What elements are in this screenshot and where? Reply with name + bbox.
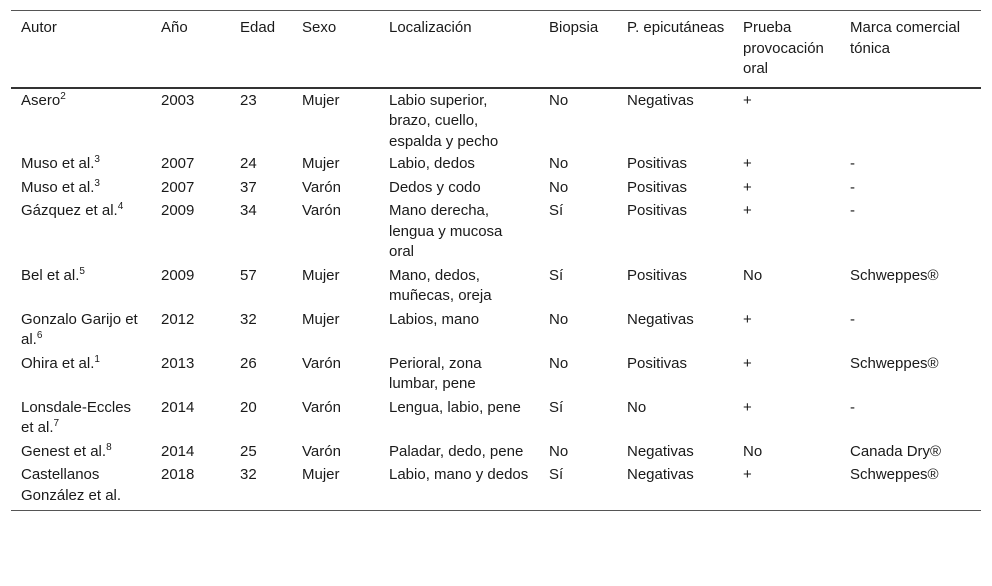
cell-sexo: Mujer bbox=[302, 266, 340, 284]
table-row bbox=[11, 199, 981, 264]
reference-superscript: 4 bbox=[117, 201, 124, 212]
autor-text: Asero bbox=[21, 91, 61, 109]
cell-anio: 2003 bbox=[161, 91, 195, 109]
cell-provocacion: + bbox=[743, 91, 752, 109]
cell-edad: 32 bbox=[240, 466, 257, 483]
cell-marca: Schweppes® bbox=[850, 466, 939, 483]
cell-provocacion: + bbox=[743, 310, 752, 328]
cell-epicutaneas: Negativas bbox=[627, 310, 694, 328]
cell-autor bbox=[11, 264, 151, 308]
cell-sexo: Mujer bbox=[302, 155, 340, 172]
cell-autor bbox=[11, 199, 151, 264]
header-provocacion: Prueba provocación oral bbox=[743, 19, 824, 77]
cell-sexo: Mujer bbox=[302, 310, 340, 328]
autor-text: Gonzalo Garijo et al. bbox=[21, 310, 138, 348]
cell-provocacion: + bbox=[743, 354, 752, 372]
cell-biopsia: Sí bbox=[549, 266, 564, 284]
cell-epicutaneas: Positivas bbox=[627, 202, 688, 219]
cell-localizacion: Labio, dedos bbox=[389, 155, 475, 172]
cell-edad: 26 bbox=[240, 354, 257, 372]
cell-autor bbox=[11, 396, 151, 440]
cell-edad: 37 bbox=[240, 178, 257, 196]
cell-biopsia: No bbox=[549, 310, 569, 328]
cell-biopsia: No bbox=[549, 354, 569, 372]
table-header-row bbox=[11, 11, 981, 88]
cell-epicutaneas: No bbox=[627, 398, 647, 416]
cell-autor bbox=[11, 176, 151, 200]
cell-biopsia: Sí bbox=[549, 466, 564, 483]
reference-superscript: 6 bbox=[36, 330, 43, 341]
autor-text: Muso et al. bbox=[21, 178, 95, 196]
autor-text: Genest et al. bbox=[21, 442, 107, 460]
cell-provocacion: + bbox=[743, 398, 752, 416]
cell-localizacion: Dedos y codo bbox=[389, 178, 481, 196]
cell-marca: Schweppes® bbox=[850, 354, 939, 372]
header-sexo: Sexo bbox=[302, 19, 337, 36]
cell-epicutaneas: Positivas bbox=[627, 266, 688, 284]
cell-marca: - bbox=[850, 398, 855, 416]
autor-text: Bel et al. bbox=[21, 266, 80, 284]
cell-anio: 2012 bbox=[161, 310, 195, 328]
cell-localizacion: Perioral, zona lumbar, pene bbox=[389, 354, 482, 392]
cell-sexo: Mujer bbox=[302, 466, 340, 483]
cell-provocacion: + bbox=[743, 155, 752, 172]
table-row bbox=[11, 396, 981, 440]
case-table-container bbox=[11, 10, 981, 511]
cell-sexo: Varón bbox=[302, 354, 341, 372]
cell-epicutaneas: Negativas bbox=[627, 442, 694, 460]
table-row bbox=[11, 463, 981, 511]
cell-autor bbox=[11, 308, 151, 352]
cell-sexo: Varón bbox=[302, 202, 341, 219]
reference-superscript: 1 bbox=[94, 353, 100, 365]
table-row bbox=[11, 264, 981, 308]
cell-anio: 2014 bbox=[161, 442, 195, 460]
cell-biopsia: No bbox=[549, 155, 569, 172]
cell-marca bbox=[840, 88, 981, 153]
cell-anio: 2018 bbox=[161, 466, 195, 483]
cell-localizacion: Paladar, dedo, pene bbox=[389, 442, 524, 460]
header-epicutaneas: P. epicutáneas bbox=[627, 19, 725, 36]
cell-marca: - bbox=[850, 155, 855, 172]
header-autor: Autor bbox=[21, 19, 57, 36]
autor-text: Lonsdale-Eccles et al. bbox=[21, 398, 132, 436]
table-row bbox=[11, 352, 981, 396]
autor-text: Gázquez et al. bbox=[21, 202, 118, 219]
table-row bbox=[11, 440, 981, 464]
cell-edad: 34 bbox=[240, 202, 257, 219]
header-edad: Edad bbox=[240, 19, 276, 36]
cell-autor bbox=[11, 352, 151, 396]
cell-edad: 24 bbox=[240, 155, 257, 172]
table-row bbox=[11, 176, 981, 200]
cell-epicutaneas: Negativas bbox=[627, 91, 694, 109]
cell-localizacion: Labio superior, brazo, cuello, espalda y pecho bbox=[389, 91, 499, 150]
header-biopsia: Biopsia bbox=[549, 19, 599, 36]
reference-superscript: 7 bbox=[53, 418, 60, 429]
case-table bbox=[11, 10, 981, 511]
table-row bbox=[11, 308, 981, 352]
reference-superscript: 3 bbox=[94, 177, 100, 189]
autor-text: Ohira et al. bbox=[21, 354, 95, 372]
cell-biopsia: Sí bbox=[549, 202, 564, 219]
cell-marca: - bbox=[850, 202, 855, 219]
cell-biopsia: No bbox=[549, 178, 569, 196]
header-anio: Año bbox=[161, 19, 188, 36]
cell-epicutaneas: Positivas bbox=[627, 354, 688, 372]
autor-text: Castellanos González et al. bbox=[21, 466, 122, 504]
reference-superscript: 8 bbox=[106, 441, 112, 453]
cell-sexo: Varón bbox=[302, 178, 341, 196]
table-row bbox=[11, 152, 981, 176]
cell-edad: 20 bbox=[240, 398, 257, 416]
header-marca: Marca comercial tónica bbox=[850, 19, 961, 57]
cell-localizacion: Lengua, labio, pene bbox=[389, 398, 521, 416]
cell-edad: 25 bbox=[240, 442, 257, 460]
cell-provocacion: + bbox=[743, 178, 752, 196]
cell-autor bbox=[11, 440, 151, 464]
cell-edad: 57 bbox=[240, 266, 257, 284]
cell-provocacion: No bbox=[743, 266, 763, 284]
reference-superscript: 3 bbox=[94, 154, 100, 165]
cell-sexo: Varón bbox=[302, 442, 341, 460]
autor-text: Muso et al. bbox=[21, 155, 95, 172]
cell-autor bbox=[11, 463, 151, 511]
cell-anio: 2013 bbox=[161, 354, 195, 372]
cell-anio: 2009 bbox=[161, 266, 195, 284]
cell-localizacion: Mano, dedos, muñecas, oreja bbox=[389, 266, 492, 304]
cell-marca: - bbox=[850, 178, 855, 196]
cell-epicutaneas: Negativas bbox=[627, 466, 694, 483]
cell-anio: 2007 bbox=[161, 178, 195, 196]
cell-anio: 2014 bbox=[161, 398, 195, 416]
cell-provocacion: + bbox=[743, 202, 752, 219]
cell-sexo: Varón bbox=[302, 398, 341, 416]
cell-marca: Canada Dry® bbox=[850, 442, 942, 460]
cell-epicutaneas: Positivas bbox=[627, 178, 688, 196]
cell-biopsia: No bbox=[549, 91, 569, 109]
cell-biopsia: No bbox=[549, 442, 569, 460]
table-row bbox=[11, 88, 981, 153]
cell-marca: - bbox=[850, 310, 855, 328]
cell-anio: 2009 bbox=[161, 202, 195, 219]
cell-edad: 23 bbox=[240, 91, 257, 109]
reference-superscript: 2 bbox=[60, 90, 66, 102]
cell-provocacion: No bbox=[743, 442, 763, 460]
cell-edad: 32 bbox=[240, 310, 257, 328]
cell-anio: 2007 bbox=[161, 155, 195, 172]
cell-localizacion: Labios, mano bbox=[389, 310, 480, 328]
cell-epicutaneas: Positivas bbox=[627, 155, 688, 172]
table-body bbox=[11, 88, 981, 511]
cell-autor bbox=[11, 152, 151, 176]
cell-autor bbox=[11, 88, 151, 153]
cell-marca: Schweppes® bbox=[850, 266, 939, 284]
reference-superscript: 5 bbox=[79, 265, 85, 277]
header-localizacion: Localización bbox=[389, 19, 472, 36]
cell-localizacion: Labio, mano y dedos bbox=[389, 466, 529, 483]
cell-biopsia: Sí bbox=[549, 398, 564, 416]
cell-provocacion: + bbox=[743, 466, 752, 483]
cell-localizacion: Mano derecha, lengua y mucosa oral bbox=[389, 202, 503, 260]
cell-sexo: Mujer bbox=[302, 91, 340, 109]
